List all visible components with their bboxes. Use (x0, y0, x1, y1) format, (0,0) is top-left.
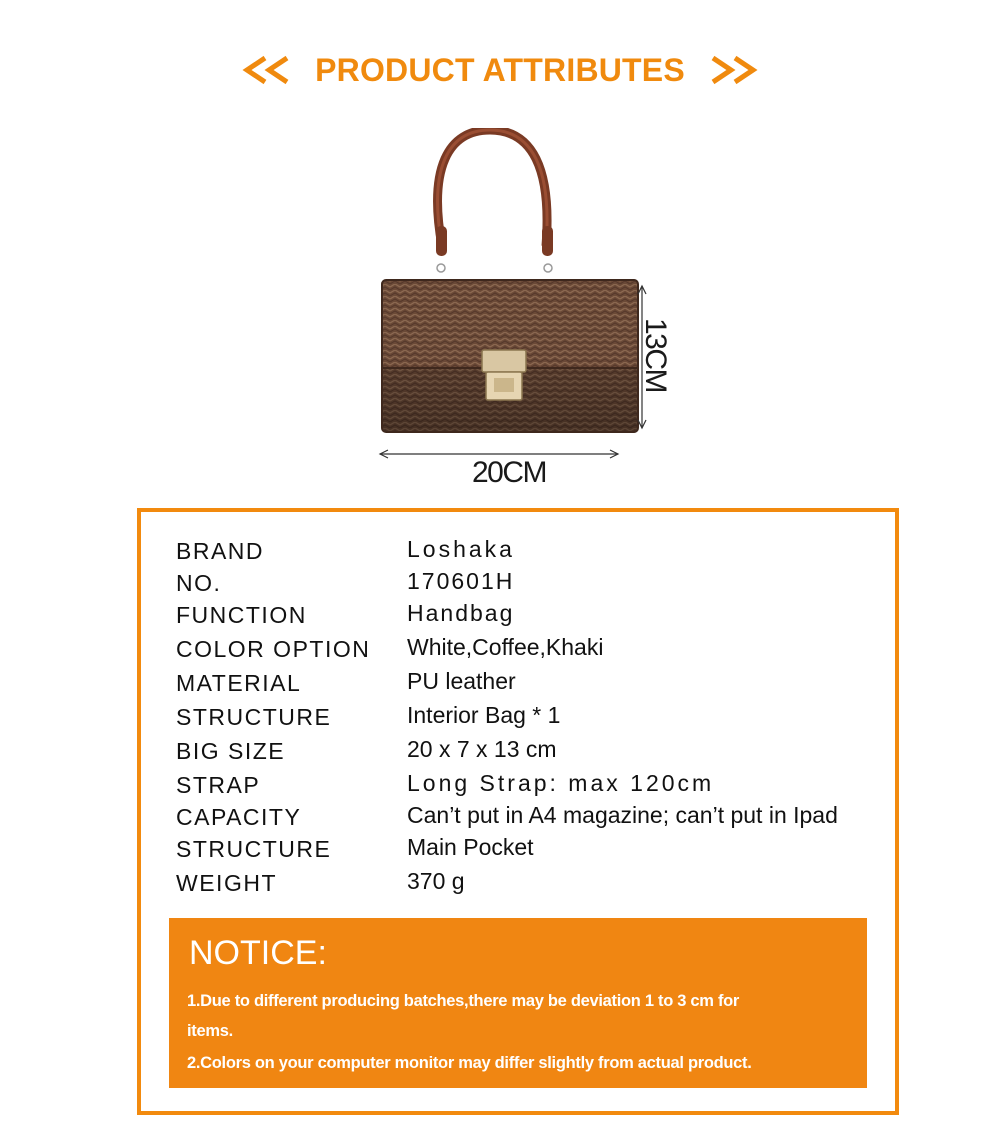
attribute-row-number (141, 570, 895, 602)
notice-line-1: 1.Due to different producing batches,there may be deviation 1 to 3 cm for (187, 992, 740, 1010)
attribute-label: WEIGHT (176, 870, 277, 896)
attribute-row-brand (141, 538, 895, 570)
notice-title: NOTICE: (189, 934, 327, 972)
attribute-row-color-option (141, 636, 895, 668)
handbag-product-image (360, 128, 690, 498)
attribute-value: 170601H (407, 568, 515, 594)
attribute-label: STRUCTURE (176, 836, 332, 862)
attribute-row-weight (141, 870, 895, 902)
attribute-label: STRUCTURE (176, 704, 332, 730)
notice-line-1-continued: items. (187, 1022, 233, 1040)
attribute-label: NO. (176, 570, 222, 596)
attribute-label: STRAP (176, 772, 261, 798)
attribute-row-structure-2 (141, 836, 895, 868)
section-title: PRODUCT ATTRIBUTES (315, 51, 685, 88)
attribute-value: Loshaka (407, 536, 515, 562)
attribute-value: Main Pocket (407, 834, 534, 860)
attribute-row-capacity (141, 804, 895, 836)
notice-line-2: 2.Colors on your computer monitor may differ slightly from actual product. (187, 1054, 752, 1072)
attribute-row-strap (141, 772, 895, 804)
attribute-value: Handbag (407, 600, 515, 626)
attribute-row-big-size (141, 738, 895, 770)
attribute-value: 20 x 7 x 13 cm (407, 736, 557, 762)
attribute-label: BRAND (176, 538, 265, 564)
attribute-row-material (141, 670, 895, 702)
section-header (0, 48, 1000, 92)
attribute-value: 370 g (407, 868, 465, 894)
attribute-value: Long Strap: max 120cm (407, 770, 715, 796)
double-chevron-left-icon (241, 55, 293, 85)
product-attributes-box (137, 508, 899, 1115)
width-dimension-label: 20CM (472, 456, 547, 489)
attribute-label: MATERIAL (176, 670, 302, 696)
attribute-label: FUNCTION (176, 602, 307, 628)
attribute-value: Interior Bag * 1 (407, 702, 561, 728)
attribute-row-function (141, 602, 895, 634)
attribute-value: Can’t put in A4 magazine; can’t put in Ipad (407, 802, 838, 828)
attribute-label: CAPACITY (176, 804, 302, 830)
height-dimension-label: 13CM (639, 317, 673, 393)
notice-panel (169, 918, 867, 1088)
attribute-label: COLOR OPTION (176, 636, 371, 662)
double-chevron-right-icon (707, 55, 759, 85)
attribute-row-structure (141, 704, 895, 736)
attribute-value: PU leather (407, 668, 516, 694)
attribute-label: BIG SIZE (176, 738, 286, 764)
attribute-value: White,Coffee,Khaki (407, 634, 604, 660)
